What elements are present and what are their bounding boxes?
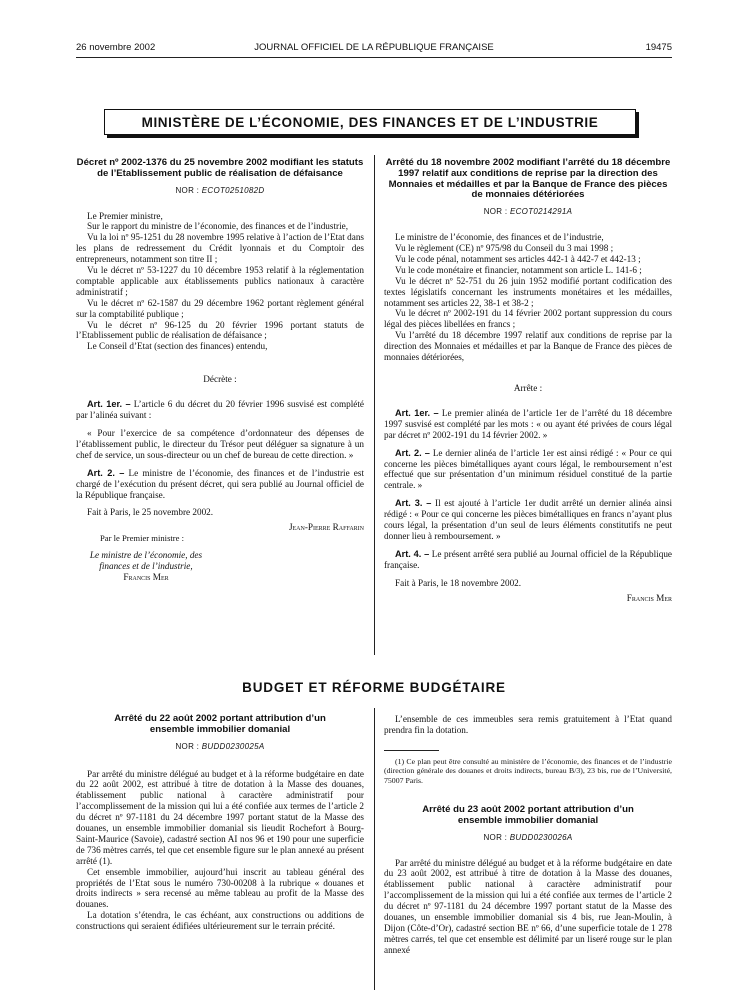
arrete-aug22-para: Cet ensemble immobilier, aujourd’hui inscrit au tableau général des propriétés de l’Etat sous le numéro 730-00208 à la rubrique « douanes et droits indirects » sera recensé au même tableau au profit de la Masse des douanes. bbox=[76, 866, 364, 910]
arrete-aug22-continuation: L’ensemble de ces immeubles sera remis gratuitement à l’Etat quand prendra fin la dotation. bbox=[384, 714, 672, 735]
article-label: Art. 3. – bbox=[395, 498, 432, 509]
arrete-aug22-nor bbox=[76, 742, 364, 753]
article-text: Le premier alinéa de l’article 1er de l’arrêté du 18 décembre 1997 susvisé est complété par les mots : « ou ayant été privées de cours légal par décret nº 2002-191 du 14 février 2002. » bbox=[384, 407, 672, 440]
decree-by-pm: Par le Premier ministre : bbox=[100, 533, 185, 544]
arrete-nor-code: ECOT0214291A bbox=[509, 207, 573, 217]
article-text: Il est ajouté à l’article 1er dudit arrêté un dernier alinéa ainsi rédigé : « Pour ce qui concerne les pièces bimétalliques en francs n’ayant plus cours légal, la présentation d’un seul de leurs éléments constitutifs ne peut donner lieu à remboursement. » bbox=[384, 498, 672, 541]
arrete-signatory: Francis Mer bbox=[626, 592, 672, 603]
decree-nor-label: NOR : bbox=[175, 185, 200, 195]
article-label: Art. 1er. – bbox=[87, 399, 131, 410]
arrete-aug22-column bbox=[76, 714, 364, 932]
ministry-heading bbox=[104, 109, 636, 135]
arrete-para: Vu le décret nº 52-751 du 26 juin 1952 modifié portant codification des textes législatifs concernant les instruments monétaires et les médailles, notamment ses articles 22, 38-1 et 38-2 ; bbox=[384, 275, 672, 308]
decree-para: Vu le décret nº 96-125 du 20 février 1996 portant statuts de l’Etablissement public de réalisation de défaisance ; bbox=[76, 319, 364, 341]
arrete-aug23-title: Arrêté du 23 août 2002 portant attribution d’un ensemble immobilier domanial bbox=[422, 804, 634, 826]
arrete-article-2 bbox=[384, 448, 672, 492]
arrete-arrete: Arrête : bbox=[513, 382, 543, 393]
decree-minister-name: Francis Mer bbox=[123, 571, 169, 582]
article-label: Art. 4. – bbox=[395, 548, 430, 559]
decree-decrete: Décrète : bbox=[203, 374, 237, 385]
article-text: L’article 6 du décret du 20 février 1996 susvisé est complété par l’alinéa suivant : bbox=[76, 399, 365, 421]
decree-done-at: Fait à Paris, le 25 novembre 2002. bbox=[87, 507, 214, 518]
arrete-para: Vu l’arrêté du 18 décembre 1997 relatif aux conditions de reprise par la direction des Monnaies et médailles et par la Banque de France des pièces de monnaies détériorées, bbox=[384, 330, 672, 363]
arrete-article-1 bbox=[384, 408, 672, 441]
running-header bbox=[76, 42, 672, 56]
arrete-aug23-nor-code: BUDD0230026A bbox=[509, 832, 573, 842]
arrete-aug22-para: Par arrêté du ministre délégué au budget et à la réforme budgétaire en date du 22 août 2002, est attribué à titre de dotation à la Masse des douanes, établissement public national à caractère administratif pour l’accomplissement de la mission qui lui a été confiée aux termes de l’article 2 du décret nº 97-1181 du 24 décembre 1997 portant statut de la Masse des douanes, un ensemble immobilier domanial sis lieudit Rochefort à Bourg-Saint-Maurice (Savoie), cadastré section AI nos 96 et 190 pour une superficie de 736 mètres carrés, tel que cet ensemble figure sur le plan annexé au présent arrêté (1). bbox=[76, 768, 365, 866]
decree-article-1 bbox=[76, 399, 364, 421]
decree-para: Le Premier ministre, bbox=[87, 210, 163, 221]
budget-section-title: BUDGET ET RÉFORME BUDGÉTAIRE bbox=[242, 680, 506, 695]
decree-title: Décret nº 2002-1376 du 25 novembre 2002 modifiant les statuts de l’Etablissement public de réalisation de défaisance bbox=[76, 157, 364, 179]
header-page-number: 19475 bbox=[645, 42, 672, 53]
article-text: Le dernier alinéa de l’article 1er est ainsi rédigé : « Pour ce qui concerne les pièces bimétalliques ayant cours légal, le remboursement n’est effectué que sur présentation d’un minimum résiduel constitué de la partie centrale. » bbox=[384, 447, 673, 491]
arrete-aug22-nor-code: BUDD0230025A bbox=[201, 741, 265, 751]
article-label: Art. 2. – bbox=[87, 467, 125, 478]
header-date: 26 novembre 2002 bbox=[76, 42, 156, 53]
decree-nor bbox=[76, 186, 364, 197]
decree-para: Sur le rapport du ministre de l’économie, des finances et de l’industrie, bbox=[87, 221, 349, 232]
arrete-aug23-para: Par arrêté du ministre délégué au budget et à la réforme budgétaire en date du 23 août 2002, est attribué à titre de dotation à la Masse des douanes, établissement public national à caractère administratif pour l’accomplissement de la mission qui lui a été confiée aux termes de l’article 2 du décret nº 97-1181 du 24 décembre 1997 portant statut de la Masse des douanes, un ensemble immobilier domanial sis 4 bis, rue Jean-Moulin, à Dijon (Côte-d’Or), cadastré section BE nº 66, d’une superficie totale de 1 278 mètres carrés, tel que cet ensemble est délimité par un liseré rouge sur le plan annexé bbox=[384, 857, 672, 955]
decree-para: Le Conseil d’Etat (section des finances) entendu, bbox=[87, 341, 268, 352]
arrete-aug23-column bbox=[384, 714, 672, 956]
arrete-para: Vu le code monétaire et financier, notamment son article L. 141-6 ; bbox=[395, 264, 642, 275]
footnote-rule bbox=[384, 750, 439, 751]
arrete-aug22-title: Arrêté du 22 août 2002 portant attribution d’un ensemble immobilier domanial bbox=[114, 713, 326, 735]
decree-nor-code: ECOT0251082D bbox=[201, 185, 265, 195]
article-label: Art. 1er. – bbox=[395, 407, 439, 418]
column-divider-bottom bbox=[374, 708, 375, 990]
arrete-para: Le ministre de l’économie, des finances et de l’industrie, bbox=[395, 232, 604, 243]
column-divider-top bbox=[374, 155, 375, 655]
arrete-article-3 bbox=[384, 498, 672, 542]
article-text: Le ministre de l’économie, des finances et de l’industrie est chargé de l’exécution du présent décret, qui sera publié au Journal officiel de la République française. bbox=[76, 467, 364, 500]
arrete-aug22-nor-label: NOR : bbox=[175, 741, 200, 751]
arrete-para: Vu le règlement (CE) nº 975/98 du Conseil du 3 mai 1998 ; bbox=[395, 243, 614, 253]
header-journal-title: JOURNAL OFFICIEL DE LA RÉPUBLIQUE FRANÇAISE bbox=[254, 42, 494, 53]
arrete-aug23-nor bbox=[384, 833, 672, 844]
decree-article-2 bbox=[76, 468, 364, 501]
arrete-aug23-nor-label: NOR : bbox=[483, 832, 508, 842]
arrete-para: Vu le décret nº 2002-191 du 14 février 2002 portant suppression du cours légal des pièces libellées en francs ; bbox=[384, 308, 672, 330]
arrete-column bbox=[384, 158, 672, 603]
arrete-article-4 bbox=[384, 549, 672, 571]
decree-para: Vu le décret nº 53-1227 du 10 décembre 1953 relatif à la réglementation comptable applicable aux établissements publics nationaux à caractère administratif ; bbox=[76, 265, 364, 297]
arrete-done-at: Fait à Paris, le 18 novembre 2002. bbox=[395, 577, 522, 588]
arrete-para: Vu le code pénal, notamment ses articles 442-1 à 442-7 et 442-13 ; bbox=[395, 253, 641, 264]
article-text: Le présent arrêté sera publié au Journal officiel de la République française. bbox=[384, 548, 673, 570]
ministry-title: MINISTÈRE DE L’ÉCONOMIE, DES FINANCES ET DE L’INDUSTRIE bbox=[141, 114, 599, 130]
arrete-aug22-footnote: (1) Ce plan peut être consulté au ministère de l’économie, des finances et de l’industrie (direction générale des douanes et droits indirects, bureau B/3), 23 bis, rue de l’Université, 75007 Paris. bbox=[384, 756, 672, 785]
arrete-nor bbox=[384, 207, 672, 218]
decree-minister-role: Le ministre de l’économie, des finances et de l’industrie, bbox=[89, 550, 203, 572]
article-label: Art. 2. – bbox=[395, 447, 430, 458]
decree-article-1-quote: « Pour l’exercice de sa compétence d’ordonnateur des dépenses de l’établissement public, le directeur du Trésor peut déléguer sa signature à un chef de service, un sous-directeur ou un chef de bureau de cette direction. » bbox=[76, 428, 364, 460]
decree-signatory: Jean-Pierre Raffarin bbox=[288, 522, 364, 533]
header-rule bbox=[76, 57, 672, 58]
arrete-title: Arrêté du 18 novembre 2002 modifiant l’arrêté du 18 décembre 1997 relatif aux conditions de reprise par la direction des Monnaies et médailles et par la Banque de France des pièces de monnaies détériorées bbox=[385, 157, 671, 201]
decree-para: Vu le décret nº 62-1587 du 29 décembre 1962 portant règlement général sur la comptabilité publique ; bbox=[76, 297, 364, 319]
arrete-aug22-para: La dotation s’étendra, le cas échéant, aux constructions ou additions de constructions qui seraient édifiées ultérieurement sur le terrain précité. bbox=[76, 910, 364, 932]
decree-para: Vu la loi nº 95-1251 du 28 novembre 1995 relative à l’action de l’Etat dans les plans de redressement du Crédit lyonnais et du Comptoir des entrepreneurs, notamment son titre II ; bbox=[76, 232, 364, 265]
decree-column bbox=[76, 158, 364, 583]
arrete-nor-label: NOR : bbox=[483, 207, 508, 217]
